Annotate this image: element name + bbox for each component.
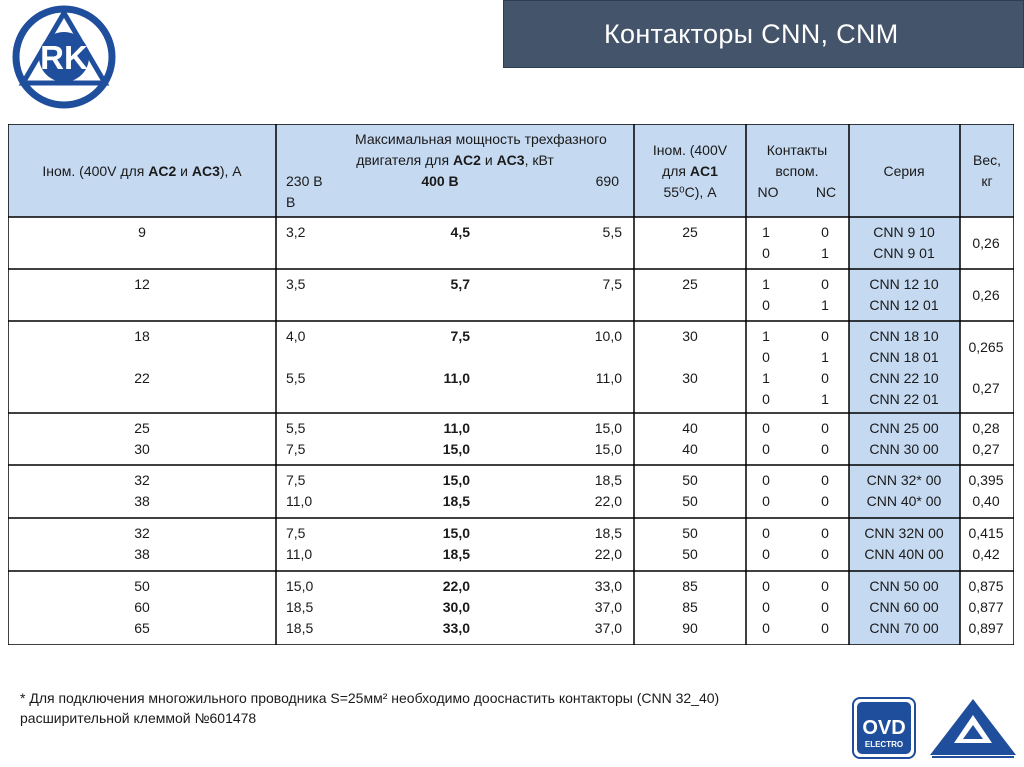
cell-rated-current: 30 (134, 441, 150, 457)
cell-fragment: Iном. (400V для (42, 163, 149, 179)
cell-contact-no: 0 (762, 472, 770, 488)
cell-contact-nc: 0 (821, 224, 829, 240)
cell-series: CNN 18 01 (869, 349, 939, 365)
cell-contact-nc: 1 (821, 245, 829, 261)
cell-series: CNN 32* 00 (866, 472, 942, 488)
title-bar (503, 0, 1024, 68)
cell-rated-current: 32 (134, 525, 150, 541)
cell-power-400v: 4,5 (450, 224, 470, 240)
cell-weight: 0,265 (968, 339, 1004, 355)
cell-rated-current: 38 (134, 493, 150, 509)
footnote (20, 688, 719, 728)
cell-contact-no: 0 (762, 578, 770, 594)
cell-contact-nc: 0 (821, 546, 829, 562)
cell-power-690v: 15,0 (594, 441, 622, 457)
cell-power-230v: 18,5 (286, 599, 314, 615)
cell-contact-no: 0 (762, 349, 770, 365)
cell-ac1-current: 40 (682, 420, 698, 436)
cell-series: CNN 30 00 (869, 441, 939, 457)
cell-contact-no: 0 (762, 441, 770, 457)
cell-weight: 0,27 (972, 441, 1000, 457)
cell-weight: 0,42 (972, 546, 1000, 562)
cell-ac1-current: 40 (682, 441, 698, 457)
cell-ac1-current: 30 (682, 328, 698, 344)
cell-rated-current: 12 (134, 276, 150, 292)
cell-power-230v: 7,5 (286, 472, 306, 488)
header-aux-nc: NC (815, 184, 837, 200)
cell-contact-no: 1 (762, 370, 770, 386)
header-series: Серия (883, 163, 925, 179)
cell-contact-nc: 0 (821, 493, 829, 509)
cell-contact-nc: 0 (821, 599, 829, 615)
cell-rated-current: 25 (134, 420, 150, 436)
cell-power-690v: 18,5 (594, 472, 622, 488)
cell-contact-no: 0 (762, 493, 770, 509)
header-690v-unit: В (286, 194, 296, 210)
cell-fragment: и (480, 152, 497, 168)
cell-contact-nc: 0 (821, 370, 829, 386)
cell-contact-no: 1 (762, 224, 770, 240)
cell-contact-no: 0 (762, 599, 770, 615)
cell-power-230v: 3,5 (286, 276, 306, 292)
cell-weight: 0,26 (972, 234, 1000, 251)
header-aux-line-2: вспом. (775, 163, 819, 179)
cell-power-400v: 5,7 (450, 276, 470, 292)
triangle-brand-logo (928, 697, 1018, 759)
cell-power-400v: 30,0 (442, 599, 470, 615)
cell-fragment: ), А (219, 163, 242, 179)
cell-fragment: AC1 (689, 163, 718, 179)
cell-ac1-current: 50 (682, 493, 698, 509)
cell-weight: 0,897 (968, 620, 1004, 636)
cell-power-690v: 37,0 (594, 599, 622, 615)
cell-fragment: AC3 (496, 152, 525, 168)
cell-fragment: AC2 (452, 152, 481, 168)
cell-rated-current: 50 (134, 578, 150, 594)
header-ac1-line-1: Iном. (400V (652, 142, 728, 158)
cell-rated-current: 38 (134, 546, 150, 562)
cell-series: CNN 22 10 (869, 370, 939, 386)
cell-fragment: двигателя для (356, 152, 453, 168)
cell-contact-nc: 0 (821, 578, 829, 594)
header-aux-line-1: Контакты (766, 142, 828, 158)
rk-logo (12, 5, 116, 109)
cell-ac1-current: 50 (682, 525, 698, 541)
cell-power-230v: 15,0 (286, 578, 314, 594)
cell-contact-nc: 0 (821, 620, 829, 636)
cell-power-690v: 33,0 (594, 578, 622, 594)
cell-contact-nc: 0 (821, 420, 829, 436)
header-400v: 400 В (421, 173, 459, 189)
cell-contact-no: 0 (762, 525, 770, 541)
header-aux-no: NO (757, 184, 779, 200)
cell-power-690v: 15,0 (594, 420, 622, 436)
header-power-line-1: Максимальная мощность трехфазного (355, 131, 607, 147)
cell-power-690v: 22,0 (594, 493, 622, 509)
cell-contact-no: 0 (762, 546, 770, 562)
cell-power-230v: 5,5 (286, 420, 306, 436)
cell-power-400v: 11,0 (443, 420, 470, 436)
cell-fragment: и (176, 163, 192, 179)
cell-ac1-current: 30 (682, 370, 698, 386)
page-title: Контакторы CNN, CNM (604, 19, 899, 49)
cell-ac1-current: 85 (682, 599, 698, 615)
ovd-text: OVD (862, 717, 906, 739)
cell-power-690v: 5,5 (602, 224, 622, 240)
cell-power-230v: 11,0 (286, 493, 313, 509)
cell-power-400v: 33,0 (442, 620, 470, 636)
cell-power-690v: 37,0 (594, 620, 622, 636)
cell-series: CNN 9 10 (873, 224, 935, 240)
cell-contact-nc: 1 (821, 297, 829, 313)
cell-power-230v: 3,2 (286, 224, 306, 240)
cell-weight: 0,877 (968, 599, 1004, 615)
cell-contact-nc: 0 (821, 328, 829, 344)
cell-weight: 0,40 (972, 493, 1000, 509)
cell-contact-no: 0 (762, 245, 770, 261)
cell-ac1-current: 25 (682, 276, 698, 292)
rk-logo-text: RK (40, 39, 88, 76)
cell-power-690v: 11,0 (595, 370, 622, 386)
cell-power-400v: 7,5 (450, 328, 470, 344)
cell-contact-no: 1 (762, 276, 770, 292)
cell-series: CNN 50 00 (869, 578, 939, 594)
cell-power-230v: 5,5 (286, 370, 306, 386)
cell-fragment: AC3 (191, 163, 220, 179)
cell-power-690v: 10,0 (594, 328, 622, 344)
cell-power-400v: 22,0 (442, 578, 470, 594)
cell-ac1-current: 90 (682, 620, 698, 636)
cell-series: CNN 25 00 (869, 420, 939, 436)
cell-weight: 0,395 (968, 472, 1004, 488)
header-weight-line-2: кг (981, 173, 993, 189)
cell-rated-current: 18 (134, 328, 150, 344)
cell-series: CNN 40* 00 (866, 493, 942, 509)
cell-series: CNN 22 01 (869, 391, 939, 407)
cell-contact-nc: 0 (821, 472, 829, 488)
cell-ac1-current: 50 (682, 472, 698, 488)
cell-power-400v: 18,5 (442, 493, 470, 509)
cell-contact-no: 0 (762, 297, 770, 313)
cell-contact-no: 0 (762, 620, 770, 636)
cell-contact-no: 1 (762, 328, 770, 344)
header-weight-line-1: Вес, (972, 152, 1001, 168)
cell-fragment: AC2 (148, 163, 177, 179)
cell-contact-nc: 1 (821, 349, 829, 365)
cell-series: CNN 32N 00 (864, 525, 944, 541)
header-ac1-line-3: 55⁰C), А (663, 184, 717, 200)
cell-contact-no: 0 (762, 420, 770, 436)
cell-power-400v: 15,0 (442, 441, 470, 457)
cell-series: CNN 40N 00 (864, 546, 944, 562)
cell-power-230v: 7,5 (286, 441, 306, 457)
cell-series: CNN 60 00 (869, 599, 939, 615)
cell-power-690v: 7,5 (602, 276, 622, 292)
cell-power-690v: 22,0 (594, 546, 622, 562)
footnote-line-2: расширительной клеммой №601478 (20, 710, 257, 726)
ovd-electro-logo (852, 697, 916, 759)
cell-contact-no: 0 (762, 391, 770, 407)
cell-ac1-current: 50 (682, 546, 698, 562)
cell-rated-current: 60 (134, 599, 150, 615)
header-690v: 690 (595, 173, 619, 189)
cell-series: CNN 12 01 (869, 297, 939, 313)
cell-contact-nc: 0 (821, 525, 829, 541)
cell-power-230v: 4,0 (286, 328, 306, 344)
cell-power-400v: 15,0 (442, 472, 470, 488)
cell-power-400v: 18,5 (442, 546, 470, 562)
cell-ac1-current: 25 (682, 224, 698, 240)
cell-weight: 0,27 (972, 380, 1000, 396)
cell-power-400v: 11,0 (443, 370, 470, 386)
header-230v: 230 В (286, 173, 323, 189)
cell-contact-nc: 0 (821, 276, 829, 292)
ovd-subtext: ELECTRO (864, 740, 904, 749)
cell-weight: 0,415 (968, 525, 1004, 541)
cell-contact-nc: 1 (821, 391, 829, 407)
cell-series: CNN 12 10 (869, 276, 939, 292)
cell-rated-current: 65 (134, 620, 150, 636)
cell-power-400v: 15,0 (442, 525, 470, 541)
cell-series: CNN 70 00 (869, 620, 939, 636)
header-power-line-2 (355, 150, 555, 171)
cell-series: CNN 9 01 (873, 245, 935, 261)
header-rated-current (42, 161, 242, 182)
cell-weight: 0,26 (972, 286, 1000, 303)
cell-rated-current: 32 (134, 472, 150, 488)
cell-contact-nc: 0 (821, 441, 829, 457)
cell-power-230v: 18,5 (286, 620, 314, 636)
cell-weight: 0,28 (972, 420, 1000, 436)
cell-fragment: , кВт (524, 152, 554, 168)
cell-fragment: для (662, 163, 690, 179)
cell-power-690v: 18,5 (594, 525, 622, 541)
cell-weight: 0,875 (968, 578, 1004, 594)
cell-power-230v: 7,5 (286, 525, 306, 541)
cell-power-230v: 11,0 (286, 546, 313, 562)
cell-rated-current: 9 (138, 224, 146, 240)
cell-series: CNN 18 10 (869, 328, 939, 344)
cell-ac1-current: 85 (682, 578, 698, 594)
footnote-line-1: * Для подключения многожильного проводника S=25мм² необходимо дооснастить контакторы (CNN 32_40) (20, 690, 720, 706)
cell-rated-current: 22 (134, 370, 150, 386)
